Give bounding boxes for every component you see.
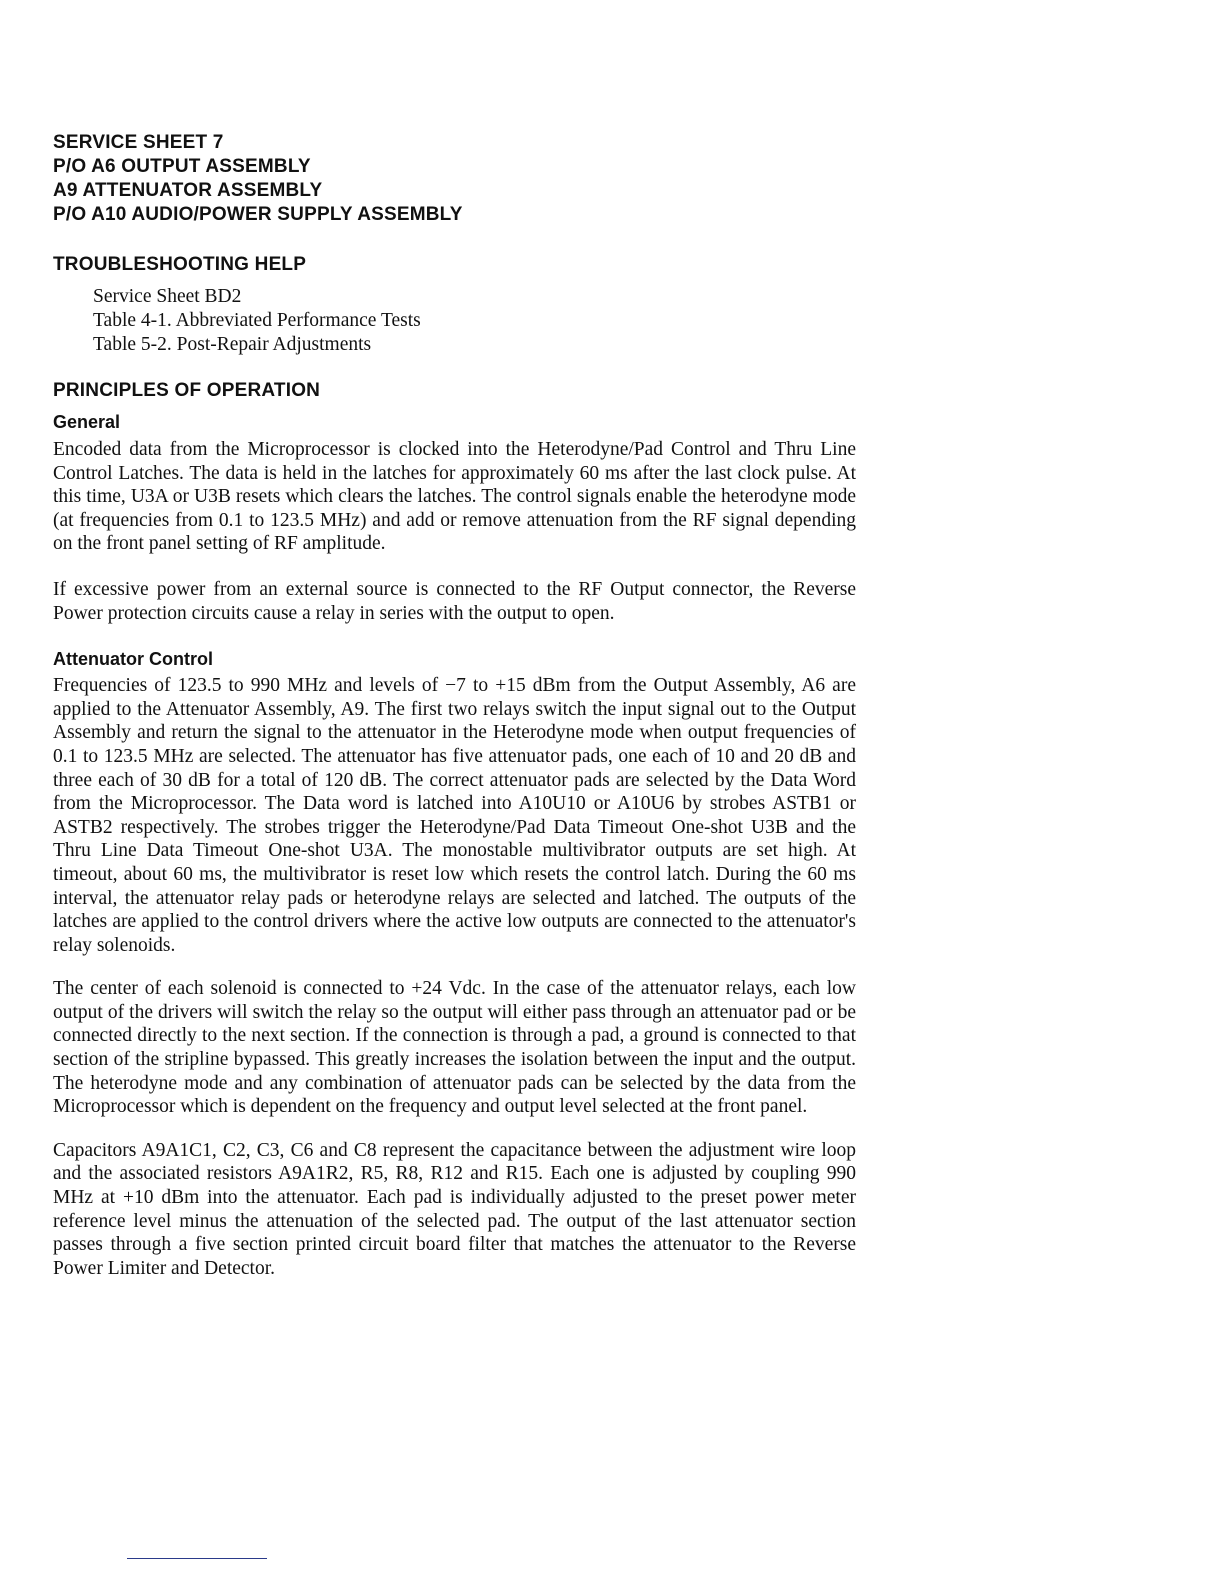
paragraph: Encoded data from the Microprocessor is clocked into the Heterodyne/Pad Control and Thru Line Control Latches. The data is held in the latches for approximately 60 ms after the last clock pulse. At this time, U3A or U3B resets which clears the latches. The control signals enable the heterodyne mode (at frequencies from 0.1 to 123.5 MHz) and add or remove attenuation from the RF signal depending on the front panel setting of RF amplitude.: [53, 439, 856, 555]
principles-heading: PRINCIPLES OF OPERATION: [53, 380, 321, 401]
reference-item: Table 5-2. Post-Repair Adjustments: [93, 334, 372, 355]
footer-rule: [127, 1558, 267, 1559]
reference-item: Service Sheet BD2: [93, 286, 242, 307]
title-line: P/O A6 OUTPUT ASSEMBLY: [53, 156, 311, 177]
reference-item: Table 4-1. Abbreviated Performance Tests: [93, 310, 421, 331]
paragraph: If excessive power from an external source is connected to the RF Output connector, the Reverse Power protection circuits cause a relay in series with the output to open.: [53, 578, 856, 624]
attenuator-control-heading: Attenuator Control: [53, 649, 213, 670]
title-line: A9 ATTENUATOR ASSEMBLY: [53, 180, 323, 201]
paragraph: Capacitors A9A1C1, C2, C3, C6 and C8 represent the capacitance between the adjustment wire loop and the associated resistors A9A1R2, R5, R8, R12 and R15. Each one is adjusted by coupling 990 MHz at +10 dBm into the attenuator. Each pad is individually adjusted to the preset power meter reference level minus the attenuation of the selected pad. The output of the last attenuator section passes through a five section printed circuit board filter that matches the attenuator to the Reverse Power Limiter and Detector.: [53, 1139, 856, 1279]
service-sheet-page: [53, 131, 856, 1280]
paragraph: Frequencies of 123.5 to 990 MHz and levels of −7 to +15 dBm from the Output Assembly, A6 are applied to the Attenuator Assembly, A9. The first two relays switch the input signal out to the Output Assembly and return the signal to the attenuator in the Heterodyne mode when output frequencies of 0.1 to 123.5 MHz are selected. The attenuator has five attenuator pads, one each of 10 and 20 dB and three each of 30 dB for a total of 120 dB. The correct attenuator pads are selected by the Data Word from the Microprocessor. The Data word is latched into A10U10 or A10U6 by strobes ASTB1 or ASTB2 respectively. The strobes trigger the Heterodyne/Pad Data Timeout One-shot U3B and the Thru Line Data Timeout One-shot U3A. The monostable multivibrator outputs are set high. At timeout, about 60 ms, the multivibrator is reset low which resets the control latch. During the 60 ms interval, the attenuator relay pads or heterodyne relays are selected and latched. The outputs of the latches are applied to the control drivers where the active low outputs are connected to the attenuator's relay solenoids.: [53, 675, 856, 956]
general-heading: General: [53, 412, 121, 432]
title-line: P/O A10 AUDIO/POWER SUPPLY ASSEMBLY: [53, 204, 463, 225]
troubleshooting-list: [53, 285, 856, 357]
troubleshooting-heading: TROUBLESHOOTING HELP: [53, 254, 307, 275]
paragraph: The center of each solenoid is connected to +24 Vdc. In the case of the attenuator relays, each low output of the drivers will switch the relay so the output will either pass through an attenuator pad or be connected directly to the next section. If the connection is through a pad, a ground is connected to that section of the stripline bypassed. This greatly increases the isolation between the input and the output. The heterodyne mode and any combination of attenuator pads can be selected by the data from the Microprocessor which is dependent on the frequency and output level selected at the front panel.: [53, 978, 856, 1118]
title-line: SERVICE SHEET 7: [53, 132, 224, 153]
document-title: [53, 131, 856, 227]
